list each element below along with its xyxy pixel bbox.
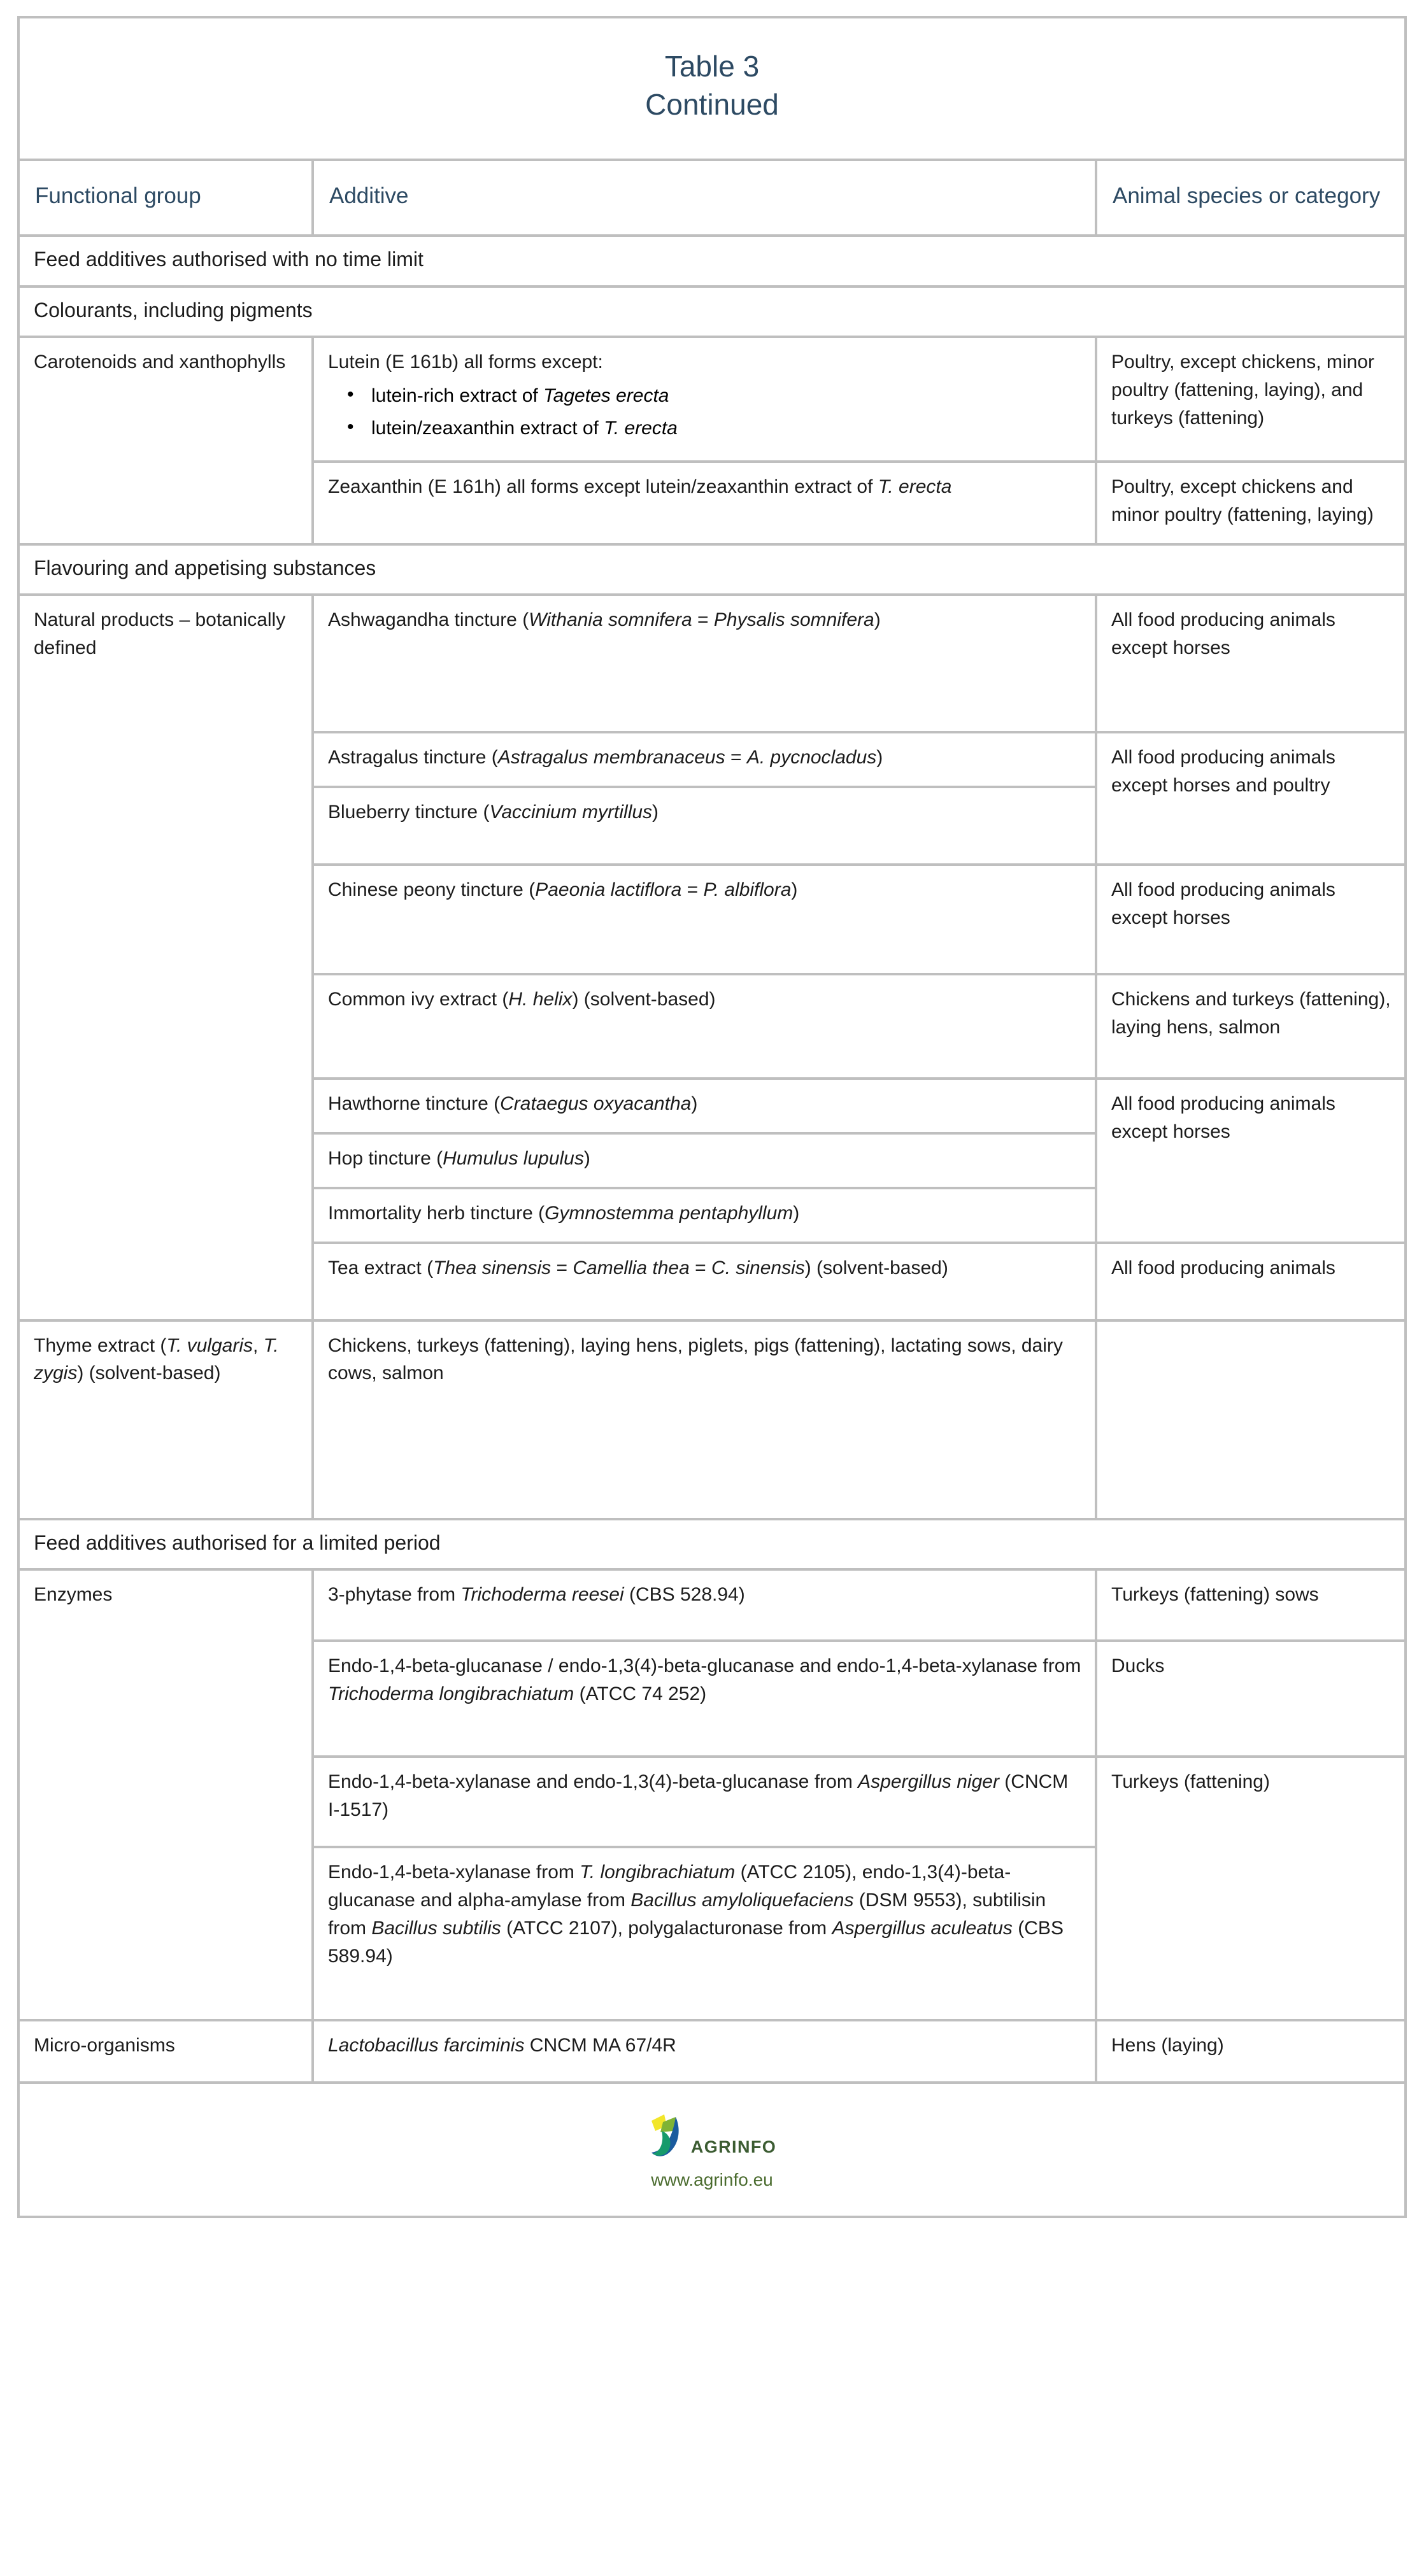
table-title-continued: Continued — [645, 87, 779, 121]
additive-thyme-extract — [18, 1320, 313, 1519]
species-ashwagandha-label: All food producing animals except horses — [1111, 609, 1335, 659]
additive-astragalus — [313, 732, 1096, 787]
subsection-label-flavouring: Flavouring and appetising substances — [34, 556, 376, 579]
additive-lutein-exception-list — [328, 381, 1082, 446]
additive-xylanase-niger — [313, 1757, 1096, 1847]
additive-lactobacillus-label: Lactobacillus farciminis CNCM MA 67/4R — [328, 2035, 676, 2056]
column-header-animal-species — [1096, 160, 1406, 236]
table-title-cell — [18, 17, 1406, 160]
additive-lutein-intro: Lutein (E 161b) all forms except: — [328, 351, 603, 373]
subsection-label-colourants: Colourants, including pigments — [34, 298, 313, 322]
species-lactobacillus-label: Hens (laying) — [1111, 2035, 1224, 2056]
table-3 — [17, 16, 1407, 2218]
agrinfo-logo — [648, 2112, 776, 2190]
table-title-row — [18, 17, 1406, 160]
column-header-additive — [313, 160, 1096, 236]
additive-hop — [313, 1133, 1096, 1188]
additive-thyme-extract-label: Thyme extract (T. vulgaris, T. zygis) (solvent-based) — [34, 1334, 279, 1384]
species-zeaxanthin — [1096, 462, 1406, 544]
section-row-limited-period — [18, 1519, 1406, 1570]
additive-immortality-herb — [313, 1188, 1096, 1243]
subsection-band-flavouring — [18, 544, 1406, 595]
functional-group-microorganisms-label: Micro-organisms — [34, 2035, 175, 2056]
subsection-band-colourants — [18, 287, 1406, 337]
subsection-row-colourants — [18, 287, 1406, 337]
additive-chinese-peony-label: Chinese peony tincture (Paeonia lactiflora = P. albiflora) — [328, 879, 798, 901]
species-thyme-extract — [313, 1320, 1096, 1519]
table-row — [18, 1320, 1406, 1519]
species-common-ivy-label: Chickens and turkeys (fattening), laying hens, salmon — [1111, 989, 1391, 1038]
additive-ashwagandha-label: Ashwagandha tincture (Withania somnifera = Physalis somnifera) — [328, 609, 881, 631]
additive-phytase — [313, 1569, 1096, 1641]
additive-xylanase-multi — [313, 1847, 1096, 2020]
species-thyme-extract-label: Chickens, turkeys (fattening), laying hens, piglets, pigs (fattening), lactating sows, dairy cows, salmon — [328, 1334, 1063, 1384]
species-lactobacillus — [1096, 2020, 1406, 2083]
species-astragalus-blueberry-label: All food producing animals except horses and poultry — [1111, 747, 1335, 796]
section-row-no-time-limit — [18, 236, 1406, 287]
additive-ashwagandha — [313, 595, 1096, 732]
species-ashwagandha — [1096, 595, 1406, 732]
additive-common-ivy — [313, 974, 1096, 1079]
additive-tea-extract — [313, 1243, 1096, 1320]
species-astragalus-blueberry — [1096, 732, 1406, 865]
species-glucanase-ducks-label: Ducks — [1111, 1655, 1165, 1677]
functional-group-enzymes-label: Enzymes — [34, 1584, 113, 1606]
species-lutein — [1096, 337, 1406, 462]
species-phytase-label: Turkeys (fattening) sows — [1111, 1584, 1319, 1606]
column-header-row — [18, 160, 1406, 236]
species-hawthorne-group — [1096, 1079, 1406, 1242]
logo-row — [648, 2112, 776, 2162]
additive-zeaxanthin — [313, 462, 1096, 544]
additive-hop-label: Hop tincture (Humulus lupulus) — [328, 1148, 590, 1170]
species-zeaxanthin-label: Poultry, except chickens and minor poultry (fattening, laying) — [1111, 476, 1374, 526]
species-hawthorne-group-label: All food producing animals except horses — [1111, 1093, 1335, 1143]
functional-group-microorganisms — [18, 2020, 313, 2083]
additive-lutein — [313, 337, 1096, 462]
agrinfo-leaf-icon — [648, 2112, 687, 2162]
functional-group-natural-products — [18, 595, 313, 1320]
column-header-functional-group-label: Functional group — [35, 183, 201, 208]
species-chinese-peony — [1096, 865, 1406, 974]
additive-xylanase-niger-label: Endo-1,4-beta-xylanase and endo-1,3(4)-beta-glucanase from Aspergillus niger (CNCM I-1517) — [328, 1771, 1069, 1821]
agrinfo-url: www.agrinfo.eu — [651, 2170, 773, 2190]
column-header-additive-label: Additive — [329, 183, 409, 208]
column-header-animal-species-label: Animal species or category — [1113, 183, 1381, 208]
additive-xylanase-multi-label: Endo-1,4-beta-xylanase from T. longibrachiatum (ATCC 2105), endo-1,3(4)-beta-glucanase and alpha-amylase from Bacillus amyloliquefaciens (DSM 9553), subtilisin from Bacillus subtilis (ATCC 2107), polygalacturonase from Aspergillus aculeatus (CBS 589.94) — [328, 1862, 1064, 1967]
additive-immortality-herb-label: Immortality herb tincture (Gymnostemma pentaphyllum) — [328, 1202, 800, 1224]
species-tea-extract-label: All food producing animals — [1111, 1257, 1335, 1278]
table-row — [18, 337, 1406, 462]
column-header-functional-group — [18, 160, 313, 236]
species-phytase — [1096, 1569, 1406, 1641]
species-chinese-peony-label: All food producing animals except horses — [1111, 879, 1335, 929]
species-glucanase-ducks — [1096, 1641, 1406, 1757]
functional-group-natural-products-label: Natural products – botanically defined — [34, 609, 286, 659]
list-item: • lutein/zeaxanthin extract of T. erecta — [371, 414, 1082, 446]
footer-cell — [18, 2083, 1406, 2217]
functional-group-carotenoids-label: Carotenoids and xanthophylls — [34, 351, 286, 373]
footer-row — [18, 2083, 1406, 2217]
additive-blueberry — [313, 787, 1096, 865]
table-row — [18, 1569, 1406, 1641]
functional-group-carotenoids — [18, 337, 313, 544]
species-xylanase-turkeys-label: Turkeys (fattening) — [1111, 1771, 1270, 1793]
additive-tea-extract-label: Tea extract (Thea sinensis = Camellia thea = C. sinensis) (solvent-based) — [328, 1257, 948, 1278]
functional-group-enzymes — [18, 1569, 313, 2020]
additive-hawthorne-label: Hawthorne tincture (Crataegus oxyacantha) — [328, 1093, 698, 1115]
additive-blueberry-label: Blueberry tincture (Vaccinium myrtillus) — [328, 802, 659, 823]
section-label-limited-period: Feed additives authorised for a limited period — [34, 1531, 441, 1554]
additive-glucanase-ducks-label: Endo-1,4-beta-glucanase / endo-1,3(4)-beta-glucanase and endo-1,4-beta-xylanase from Trichoderma longibrachiatum (ATCC 74 252) — [328, 1655, 1081, 1705]
agrinfo-wordmark: AGRINFO — [690, 2137, 777, 2157]
additive-common-ivy-label: Common ivy extract (H. helix) (solvent-based) — [328, 989, 716, 1010]
list-item: • lutein-rich extract of Tagetes erecta — [371, 381, 1082, 414]
additive-glucanase-ducks — [313, 1641, 1096, 1757]
subsection-row-flavouring — [18, 544, 1406, 595]
additive-hawthorne — [313, 1079, 1096, 1133]
species-tea-extract — [1096, 1243, 1406, 1320]
additive-chinese-peony — [313, 865, 1096, 974]
species-lutein-label: Poultry, except chickens, minor poultry (fattening, laying), and turkeys (fattening) — [1111, 351, 1374, 429]
table-row — [18, 2020, 1406, 2083]
table-row — [18, 595, 1406, 732]
section-band-limited-period — [18, 1519, 1406, 1570]
species-xylanase-turkeys — [1096, 1757, 1406, 2020]
additive-zeaxanthin-label: Zeaxanthin (E 161h) all forms except lutein/zeaxanthin extract of T. erecta — [328, 476, 952, 498]
additive-phytase-label: 3-phytase from Trichoderma reesei (CBS 528.94) — [328, 1584, 745, 1606]
additive-astragalus-label: Astragalus tincture (Astragalus membranaceus = A. pycnocladus) — [328, 747, 883, 768]
additive-lactobacillus — [313, 2020, 1096, 2083]
table-title-primary: Table 3 — [664, 50, 760, 83]
species-common-ivy — [1096, 974, 1406, 1079]
section-label-no-time-limit: Feed additives authorised with no time limit — [34, 248, 424, 271]
section-band-no-time-limit — [18, 236, 1406, 287]
